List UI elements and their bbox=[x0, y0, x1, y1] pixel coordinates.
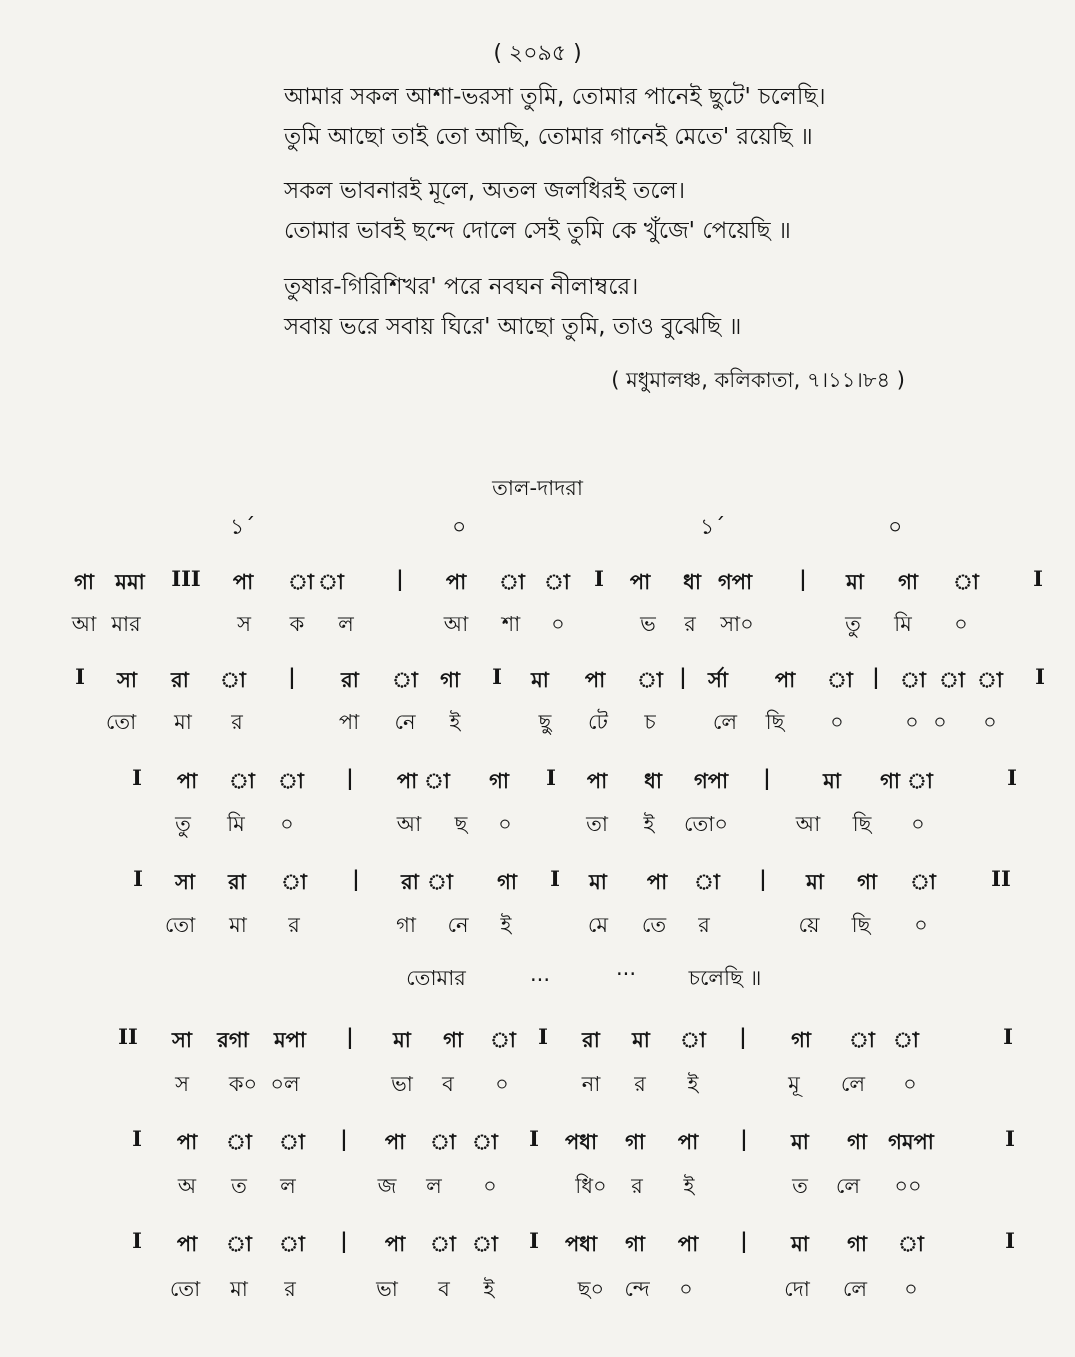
syllable: মূ bbox=[788, 1072, 800, 1096]
bar-line: | bbox=[759, 866, 767, 891]
bar-line: | bbox=[740, 1228, 748, 1253]
note: ধা bbox=[644, 769, 662, 793]
note: া bbox=[288, 570, 314, 594]
syllable: ত bbox=[792, 1174, 808, 1198]
note: া bbox=[226, 1232, 252, 1256]
syllable: তু bbox=[845, 612, 861, 636]
notation-notes-row bbox=[0, 566, 1075, 606]
syllable: ক bbox=[289, 612, 305, 636]
note: পা bbox=[677, 1130, 699, 1154]
bar-line: I bbox=[1007, 765, 1017, 790]
note: া bbox=[893, 1028, 919, 1052]
note: সা bbox=[172, 1028, 192, 1052]
note: া bbox=[229, 769, 255, 793]
syllable: র bbox=[288, 913, 300, 937]
syllable: ০ bbox=[551, 612, 565, 636]
note: পা bbox=[774, 668, 796, 692]
note: পা bbox=[384, 1130, 406, 1154]
note: পা bbox=[586, 769, 608, 793]
bar-line: | bbox=[739, 1024, 747, 1049]
note: পা bbox=[232, 570, 254, 594]
syllable: ন্দে bbox=[624, 1277, 650, 1301]
syllable: স bbox=[237, 612, 251, 636]
note: া bbox=[898, 1232, 924, 1256]
note: া bbox=[424, 769, 450, 793]
note: া bbox=[427, 870, 453, 894]
bar-line: I bbox=[1005, 1228, 1015, 1253]
note: গা bbox=[847, 1232, 867, 1256]
note: পা bbox=[396, 769, 418, 793]
refrain-line bbox=[0, 962, 1075, 994]
note: গা bbox=[625, 1130, 645, 1154]
notation-lyrics-row bbox=[0, 1068, 1075, 1108]
refrain-ellipsis: ... bbox=[529, 962, 551, 986]
syllable: টে bbox=[588, 710, 608, 734]
bar-line: I bbox=[1005, 1126, 1015, 1151]
notation-notes-row bbox=[0, 1126, 1075, 1166]
syllable: গা bbox=[396, 913, 416, 937]
note: া bbox=[544, 570, 570, 594]
note: মা bbox=[393, 1028, 411, 1052]
syllable: ০ bbox=[904, 1277, 918, 1301]
note: পধা bbox=[564, 1232, 598, 1256]
note: পা bbox=[176, 769, 198, 793]
syllable: ভ bbox=[640, 612, 656, 636]
syllable: ব bbox=[442, 1072, 454, 1096]
note: া bbox=[637, 668, 663, 692]
note: া bbox=[226, 1130, 252, 1154]
syllable: ০ bbox=[914, 913, 928, 937]
note: মা bbox=[791, 1130, 809, 1154]
note: া bbox=[910, 870, 936, 894]
note: গা bbox=[898, 570, 918, 594]
syllable: আ bbox=[443, 612, 469, 636]
lyric-line: সকল ভাবনারই মূলে, অতল জলধিরই তলে। bbox=[284, 178, 686, 204]
syllable: ছি bbox=[765, 710, 785, 734]
syllable: মে bbox=[587, 913, 609, 937]
note: মা bbox=[589, 870, 607, 894]
syllable: ০ bbox=[679, 1277, 693, 1301]
syllable: ই bbox=[687, 1072, 699, 1096]
syllable: ই bbox=[483, 1277, 495, 1301]
notation-notes-row bbox=[0, 664, 1075, 704]
bar-line: I bbox=[538, 1024, 548, 1049]
note: পা bbox=[445, 570, 467, 594]
note: া bbox=[279, 1232, 305, 1256]
bar-line: | bbox=[352, 866, 360, 891]
note: রা bbox=[401, 870, 419, 894]
syllable: ০ bbox=[498, 812, 512, 836]
beat-marker: ০ bbox=[452, 515, 467, 540]
syllable: লে bbox=[842, 1277, 868, 1301]
lyric-line: তুমি আছো তাই তো আছি, তোমার গানেই মেতে' রয়েছি ॥ bbox=[284, 124, 813, 150]
note: া bbox=[318, 570, 344, 594]
note: া bbox=[827, 668, 853, 692]
note: রা bbox=[171, 668, 189, 692]
note: র্সা bbox=[708, 668, 728, 692]
lyric-line: তোমার ভাবই ছন্দে দোলে সেই তুমি কে খুঁজে' পেয়েছি ॥ bbox=[284, 218, 791, 244]
syllable: মি bbox=[227, 812, 245, 836]
note: গা bbox=[857, 870, 877, 894]
notation-lyrics-row bbox=[0, 808, 1075, 848]
notation-lyrics-row bbox=[0, 909, 1075, 949]
note: পধা bbox=[564, 1130, 598, 1154]
bar-line: I bbox=[492, 664, 502, 689]
bar-line: I bbox=[1033, 566, 1043, 591]
note: ধা bbox=[683, 570, 701, 594]
notation-notes-row bbox=[0, 1228, 1075, 1268]
syllable: ০ bbox=[495, 1072, 509, 1096]
lyric-line: আমার সকল আশা-ভরসা তুমি, তোমার পানেই ছুটে' চলেছি। bbox=[284, 84, 826, 110]
note: া bbox=[278, 769, 304, 793]
syllable: নে bbox=[394, 710, 416, 734]
beat-marker: ০ bbox=[888, 515, 903, 540]
notation-lyrics-row bbox=[0, 1170, 1075, 1210]
syllable: তো bbox=[169, 1277, 201, 1301]
syllable: র bbox=[231, 710, 243, 734]
beat-marker: ১´ bbox=[700, 515, 726, 540]
bar-line: III bbox=[171, 566, 201, 591]
refrain-word: তোমার bbox=[406, 966, 466, 990]
bar-line: I bbox=[529, 1228, 539, 1253]
note: মা bbox=[531, 668, 549, 692]
syllable: তু bbox=[175, 812, 191, 836]
syllable: ই bbox=[683, 1174, 695, 1198]
note: রা bbox=[582, 1028, 600, 1052]
syllable: ছ bbox=[454, 812, 468, 836]
note: মা bbox=[791, 1232, 809, 1256]
bar-line: | bbox=[340, 1126, 348, 1151]
syllable: সা০ bbox=[720, 612, 754, 636]
bar-line: I bbox=[133, 866, 143, 891]
note: গা bbox=[489, 769, 509, 793]
bar-line: I bbox=[75, 664, 85, 689]
bar-line: | bbox=[679, 664, 687, 689]
syllable: র bbox=[284, 1277, 296, 1301]
bar-line: | bbox=[396, 566, 404, 591]
syllable: ০ bbox=[483, 1174, 497, 1198]
syllable: মি bbox=[894, 612, 912, 636]
syllable: লে bbox=[840, 1072, 866, 1096]
bar-line: I bbox=[132, 1126, 142, 1151]
syllable: ভা bbox=[376, 1277, 398, 1301]
lyric-line: তুষার-গিরিশিখর' পরে নবঘন নীলাম্বরে। bbox=[284, 274, 639, 300]
beat-marker: ১´ bbox=[230, 515, 256, 540]
note: া bbox=[939, 668, 965, 692]
bar-line: | bbox=[346, 765, 354, 790]
bar-line: II bbox=[991, 866, 1011, 891]
note: পা bbox=[629, 570, 651, 594]
note: া bbox=[281, 870, 307, 894]
note: গা bbox=[74, 570, 94, 594]
syllable: র bbox=[631, 1174, 643, 1198]
syllable: ছি bbox=[851, 913, 871, 937]
syllable: মা bbox=[174, 710, 192, 734]
syllable: আ bbox=[396, 812, 422, 836]
bar-line: II bbox=[118, 1024, 138, 1049]
note: া bbox=[680, 1028, 706, 1052]
note: মপা bbox=[273, 1028, 307, 1052]
bar-line: I bbox=[1035, 664, 1045, 689]
note: া bbox=[907, 769, 933, 793]
bar-line: | bbox=[872, 664, 880, 689]
syllable: দো bbox=[784, 1277, 810, 1301]
syllable: ল bbox=[338, 612, 354, 636]
syllable: ০ bbox=[983, 710, 997, 734]
syllable: নে bbox=[447, 913, 469, 937]
tala-title: তাল-দাদরা bbox=[492, 476, 583, 500]
syllable: ক০ bbox=[228, 1072, 258, 1096]
syllable: ০ল bbox=[270, 1072, 300, 1096]
note: গমপা bbox=[888, 1130, 934, 1154]
note: া bbox=[977, 668, 1003, 692]
note: গপা bbox=[717, 570, 753, 594]
syllable: ছি bbox=[852, 812, 872, 836]
syllable: ০০ bbox=[894, 1174, 922, 1198]
syllable: র bbox=[634, 1072, 646, 1096]
note: গা bbox=[443, 1028, 463, 1052]
syllable: য়ে bbox=[798, 913, 820, 937]
note: পা bbox=[677, 1232, 699, 1256]
bar-line: I bbox=[132, 765, 142, 790]
note: গা bbox=[497, 870, 517, 894]
notation-lyrics-row bbox=[0, 608, 1075, 648]
note: া bbox=[430, 1130, 456, 1154]
bar-line: I bbox=[546, 765, 556, 790]
bar-line: | bbox=[763, 765, 771, 790]
bar-line: | bbox=[346, 1024, 354, 1049]
note: গপা bbox=[693, 769, 729, 793]
note: মা bbox=[632, 1028, 650, 1052]
note: া bbox=[220, 668, 246, 692]
note: গা bbox=[625, 1232, 645, 1256]
note: রা bbox=[341, 668, 359, 692]
syllable: ত bbox=[231, 1174, 247, 1198]
syllable: ০ bbox=[903, 1072, 917, 1096]
note: া bbox=[900, 668, 926, 692]
syllable: ০ bbox=[280, 812, 294, 836]
syllable: ধি০ bbox=[575, 1174, 607, 1198]
note: পা bbox=[646, 870, 668, 894]
note: রা bbox=[228, 870, 246, 894]
syllable: তা bbox=[586, 812, 608, 836]
bar-line: I bbox=[132, 1228, 142, 1253]
bar-line: I bbox=[550, 866, 560, 891]
note: া bbox=[694, 870, 720, 894]
syllable: আ bbox=[795, 812, 821, 836]
note: মা bbox=[823, 769, 841, 793]
notation-lyrics-row bbox=[0, 1273, 1075, 1313]
syllable: ল bbox=[280, 1174, 296, 1198]
bar-line: | bbox=[288, 664, 296, 689]
bar-line: | bbox=[340, 1228, 348, 1253]
syllable: ছু bbox=[538, 710, 552, 734]
syllable: ০ bbox=[905, 710, 919, 734]
note: া bbox=[472, 1232, 498, 1256]
syllable: ই bbox=[643, 812, 655, 836]
syllable: না bbox=[581, 1072, 601, 1096]
note: সা bbox=[175, 870, 195, 894]
note: গা bbox=[791, 1028, 811, 1052]
syllable: ০ bbox=[933, 710, 947, 734]
bar-line: I bbox=[1003, 1024, 1013, 1049]
syllable: তো bbox=[164, 913, 196, 937]
note: মা bbox=[806, 870, 824, 894]
note: মমা bbox=[115, 570, 145, 594]
refrain-word: চলেছি ॥ bbox=[688, 966, 762, 990]
syllable: ছ০ bbox=[577, 1277, 605, 1301]
syllable: ভা bbox=[391, 1072, 413, 1096]
syllable: তো০ bbox=[683, 812, 729, 836]
syllable: লে bbox=[835, 1174, 861, 1198]
syllable: জ bbox=[377, 1174, 397, 1198]
page-number: ( ২০৯৫ ) bbox=[493, 41, 582, 66]
note: পা bbox=[384, 1232, 406, 1256]
syllable: তো bbox=[105, 710, 137, 734]
note: সা bbox=[117, 668, 137, 692]
syllable: চ bbox=[644, 710, 656, 734]
syllable: ০ bbox=[954, 612, 968, 636]
note: গা bbox=[880, 769, 900, 793]
note: গা bbox=[847, 1130, 867, 1154]
note: া bbox=[472, 1130, 498, 1154]
syllable: পা bbox=[338, 710, 360, 734]
note: া bbox=[953, 570, 979, 594]
note: া bbox=[849, 1028, 875, 1052]
syllable: স bbox=[175, 1072, 189, 1096]
syllable: মা bbox=[230, 1277, 248, 1301]
syllable: ০ bbox=[830, 710, 844, 734]
notation-notes-row bbox=[0, 1024, 1075, 1064]
bar-line: | bbox=[799, 566, 807, 591]
lyric-line: সবায় ভরে সবায় ঘিরে' আছো তুমি, তাও বুঝেছি ॥ bbox=[284, 314, 742, 340]
note: মা bbox=[846, 570, 864, 594]
notation-notes-row bbox=[0, 866, 1075, 906]
bar-line: | bbox=[740, 1126, 748, 1151]
note: া bbox=[392, 668, 418, 692]
note: গা bbox=[440, 668, 460, 692]
syllable: র bbox=[684, 612, 696, 636]
note: পা bbox=[176, 1130, 198, 1154]
syllable: তে bbox=[641, 913, 667, 937]
syllable: মা bbox=[229, 913, 247, 937]
note: পা bbox=[584, 668, 606, 692]
syllable: অ bbox=[177, 1174, 197, 1198]
bar-line: I bbox=[529, 1126, 539, 1151]
note: পা bbox=[176, 1232, 198, 1256]
syllable: শা bbox=[501, 612, 521, 636]
note: া bbox=[490, 1028, 516, 1052]
note: া bbox=[499, 570, 525, 594]
syllable: ই bbox=[500, 913, 512, 937]
syllable: আ bbox=[71, 612, 97, 636]
syllable: ই bbox=[449, 710, 461, 734]
syllable: লে bbox=[712, 710, 738, 734]
syllable: র bbox=[698, 913, 710, 937]
source-citation: ( মধুমালঞ্চ, কলিকাতা, ৭।১১।৮৪ ) bbox=[611, 368, 905, 392]
note: া bbox=[430, 1232, 456, 1256]
refrain-ellipsis: ··· bbox=[615, 962, 637, 986]
notation-lyrics-row bbox=[0, 706, 1075, 746]
notation-notes-row bbox=[0, 765, 1075, 805]
syllable: ল bbox=[426, 1174, 442, 1198]
bar-line: I bbox=[594, 566, 604, 591]
note: রগা bbox=[217, 1028, 249, 1052]
syllable: ০ bbox=[911, 812, 925, 836]
note: া bbox=[279, 1130, 305, 1154]
syllable: মার bbox=[111, 612, 141, 636]
syllable: ব bbox=[438, 1277, 450, 1301]
